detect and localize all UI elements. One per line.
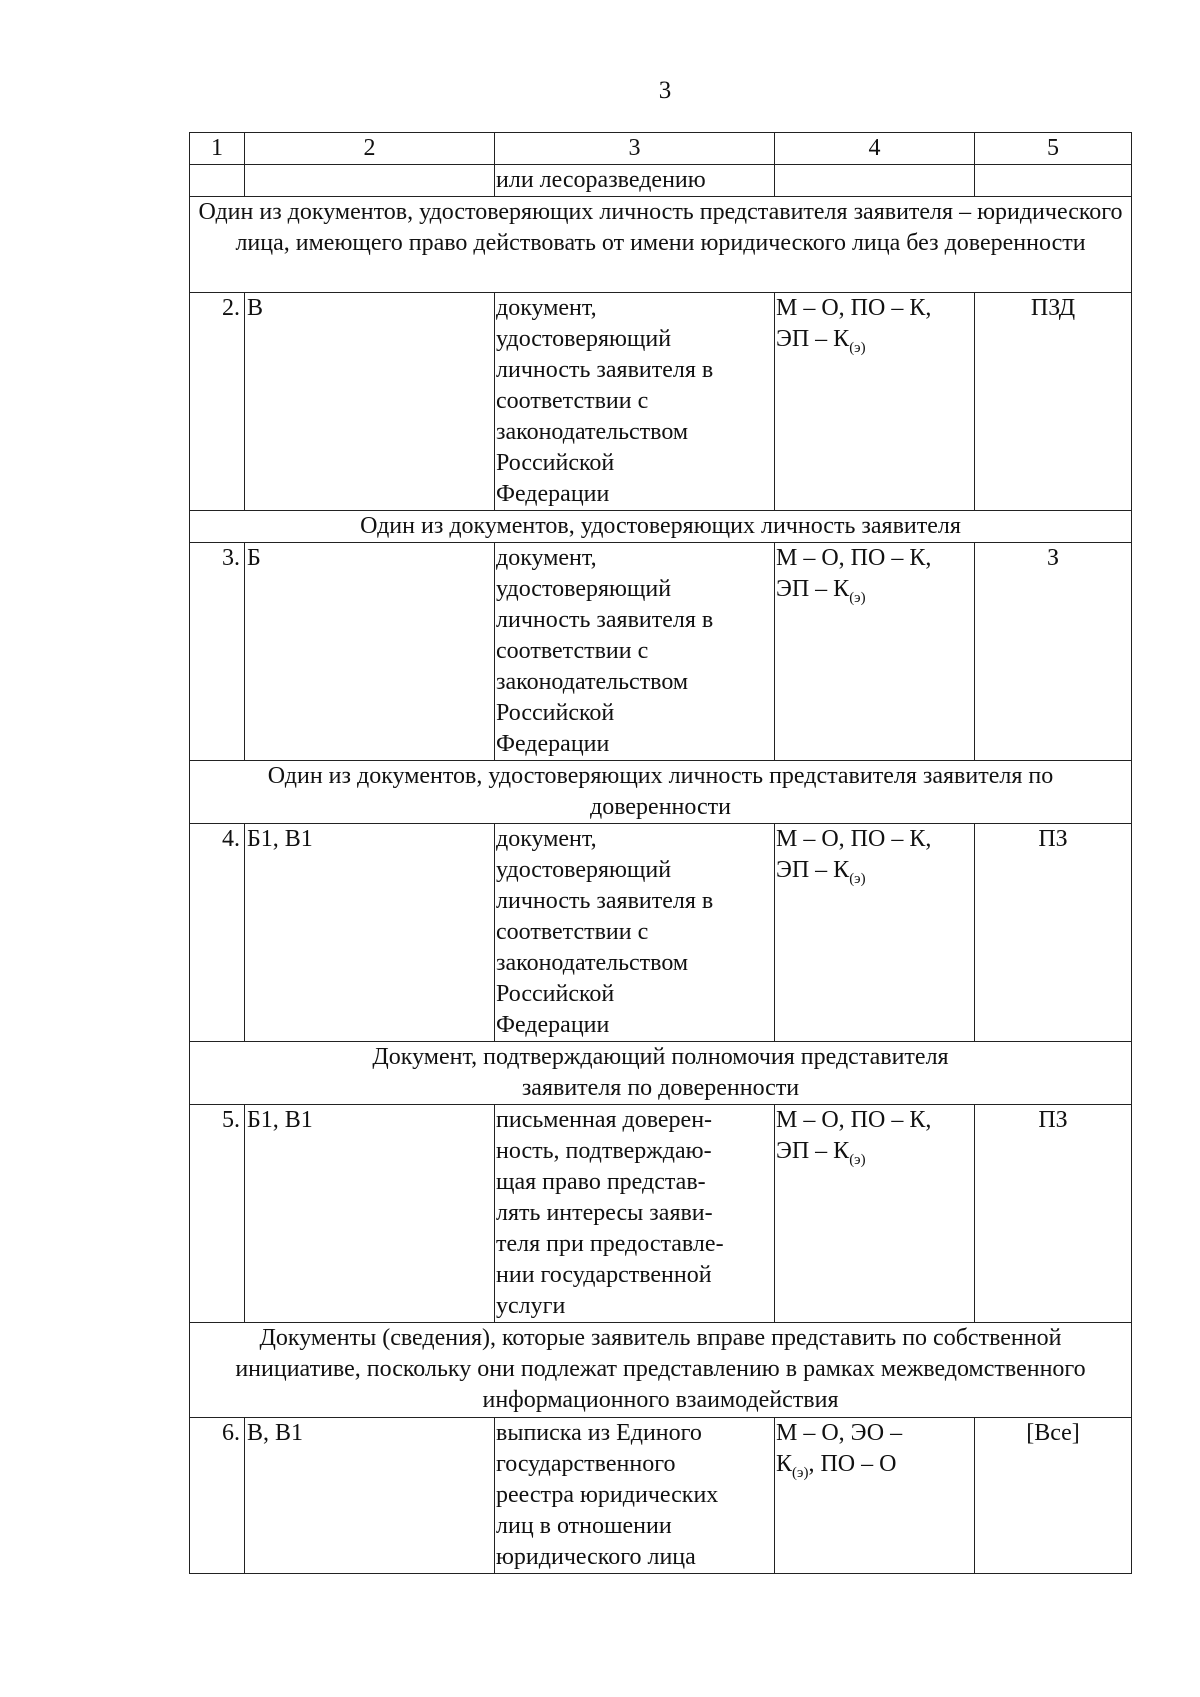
section-header-row (190, 761, 1132, 824)
code-cell: ПЗ (975, 824, 1132, 1042)
applicant-category-cell: Б (245, 543, 495, 761)
table-header-row (190, 133, 1132, 165)
section-title: Документы (сведения), которые заявитель вправе представить по собственной инициативе, поскольку они подлежат представлению в рамках межведомственного информационного взаимодействия (190, 1323, 1132, 1418)
table-cell (975, 165, 1132, 197)
form-line (776, 574, 974, 614)
continuation-row (190, 165, 1132, 197)
section-title: Один из документов, удостоверяющих личность представителя заявителя по доверенности (190, 761, 1132, 824)
submission-form-cell (775, 824, 975, 1042)
sections-body (190, 197, 1132, 1574)
document-name-cell: письменная доверен- ность, подтверждаю- щая право представ- лять интересы заяви- теля при предоставле- нии государственной услуги (495, 1105, 775, 1323)
form-line: М – О, ПО – К, (776, 1107, 932, 1133)
submission-form-cell (775, 543, 975, 761)
document-name-cell: документ, удостоверяющий личность заявителя в соответствии с законодательством Российской Федерации (495, 293, 775, 511)
table-cell (190, 165, 245, 197)
section-header-row (190, 197, 1132, 293)
submission-form-cell (775, 1105, 975, 1323)
form-text: К (776, 1451, 793, 1477)
form-line (776, 1449, 974, 1489)
form-line: М – О, ПО – К, (776, 826, 932, 852)
document-name-cell: документ, удостоверяющий личность заявителя в соответствии с законодательством Российской Федерации (495, 824, 775, 1042)
section-title: Один из документов, удостоверяющих личность заявителя (190, 511, 1132, 543)
section-header-row (190, 511, 1132, 543)
form-subscript: (э) (849, 589, 866, 606)
section-header-row (190, 1042, 1132, 1105)
form-line (776, 324, 974, 364)
document-table (189, 132, 1132, 1574)
applicant-category-cell: В, В1 (245, 1418, 495, 1574)
row-number-cell: 2. (190, 293, 245, 511)
form-line: М – О, ПО – К, (776, 295, 932, 321)
form-text: ЭП – К (776, 326, 850, 352)
document-name-cell: документ, удостоверяющий личность заявителя в соответствии с законодательством Российской Федерации (495, 543, 775, 761)
header-cell: 3 (495, 133, 775, 165)
applicant-category-cell: В (245, 293, 495, 511)
form-line (776, 1136, 974, 1176)
code-cell: З (975, 543, 1132, 761)
table-cell (775, 165, 975, 197)
document-name-cell: выписка из Единого государственного реестра юридических лиц в отношении юридического лица (495, 1418, 775, 1574)
submission-form-cell (775, 293, 975, 511)
form-text: ЭП – К (776, 857, 850, 883)
header-cell: 5 (975, 133, 1132, 165)
row-number-cell: 4. (190, 824, 245, 1042)
table-row (190, 1418, 1132, 1574)
form-line: М – О, ПО – К, (776, 545, 932, 571)
table-row (190, 293, 1132, 511)
applicant-category-cell: Б1, В1 (245, 1105, 495, 1323)
submission-form-cell (775, 1418, 975, 1574)
header-cell: 1 (190, 133, 245, 165)
header-cell: 4 (775, 133, 975, 165)
document-name-cell: или лесоразведению (495, 165, 775, 197)
section-header-row (190, 1323, 1132, 1418)
form-text: , ПО – О (808, 1451, 897, 1477)
form-subscript: (э) (849, 1151, 866, 1168)
section-title: Один из документов, удостоверяющих личность представителя заявителя – юридического лица, имеющего право действовать от имени юридического лица без доверенности (190, 197, 1132, 293)
form-subscript: (э) (849, 870, 866, 887)
section-title: Документ, подтверждающий полномочия представителя заявителя по доверенности (190, 1042, 1132, 1105)
form-subscript: (э) (849, 339, 866, 356)
row-number-cell: 6. (190, 1418, 245, 1574)
row-number-cell: 5. (190, 1105, 245, 1323)
form-subscript: (э) (792, 1464, 809, 1481)
table-row (190, 824, 1132, 1042)
code-cell: ПЗД (975, 293, 1132, 511)
table-row (190, 1105, 1132, 1323)
code-cell: [Все] (975, 1418, 1132, 1574)
code-cell: ПЗ (975, 1105, 1132, 1323)
page-number: 3 (658, 77, 672, 104)
form-text: ЭП – К (776, 1138, 850, 1164)
applicant-category-cell: Б1, В1 (245, 824, 495, 1042)
header-cell: 2 (245, 133, 495, 165)
form-text: ЭП – К (776, 576, 850, 602)
table-cell (245, 165, 495, 197)
form-line (776, 855, 974, 895)
table-row (190, 543, 1132, 761)
row-number-cell: 3. (190, 543, 245, 761)
form-line: М – О, ЭО – (776, 1420, 903, 1446)
